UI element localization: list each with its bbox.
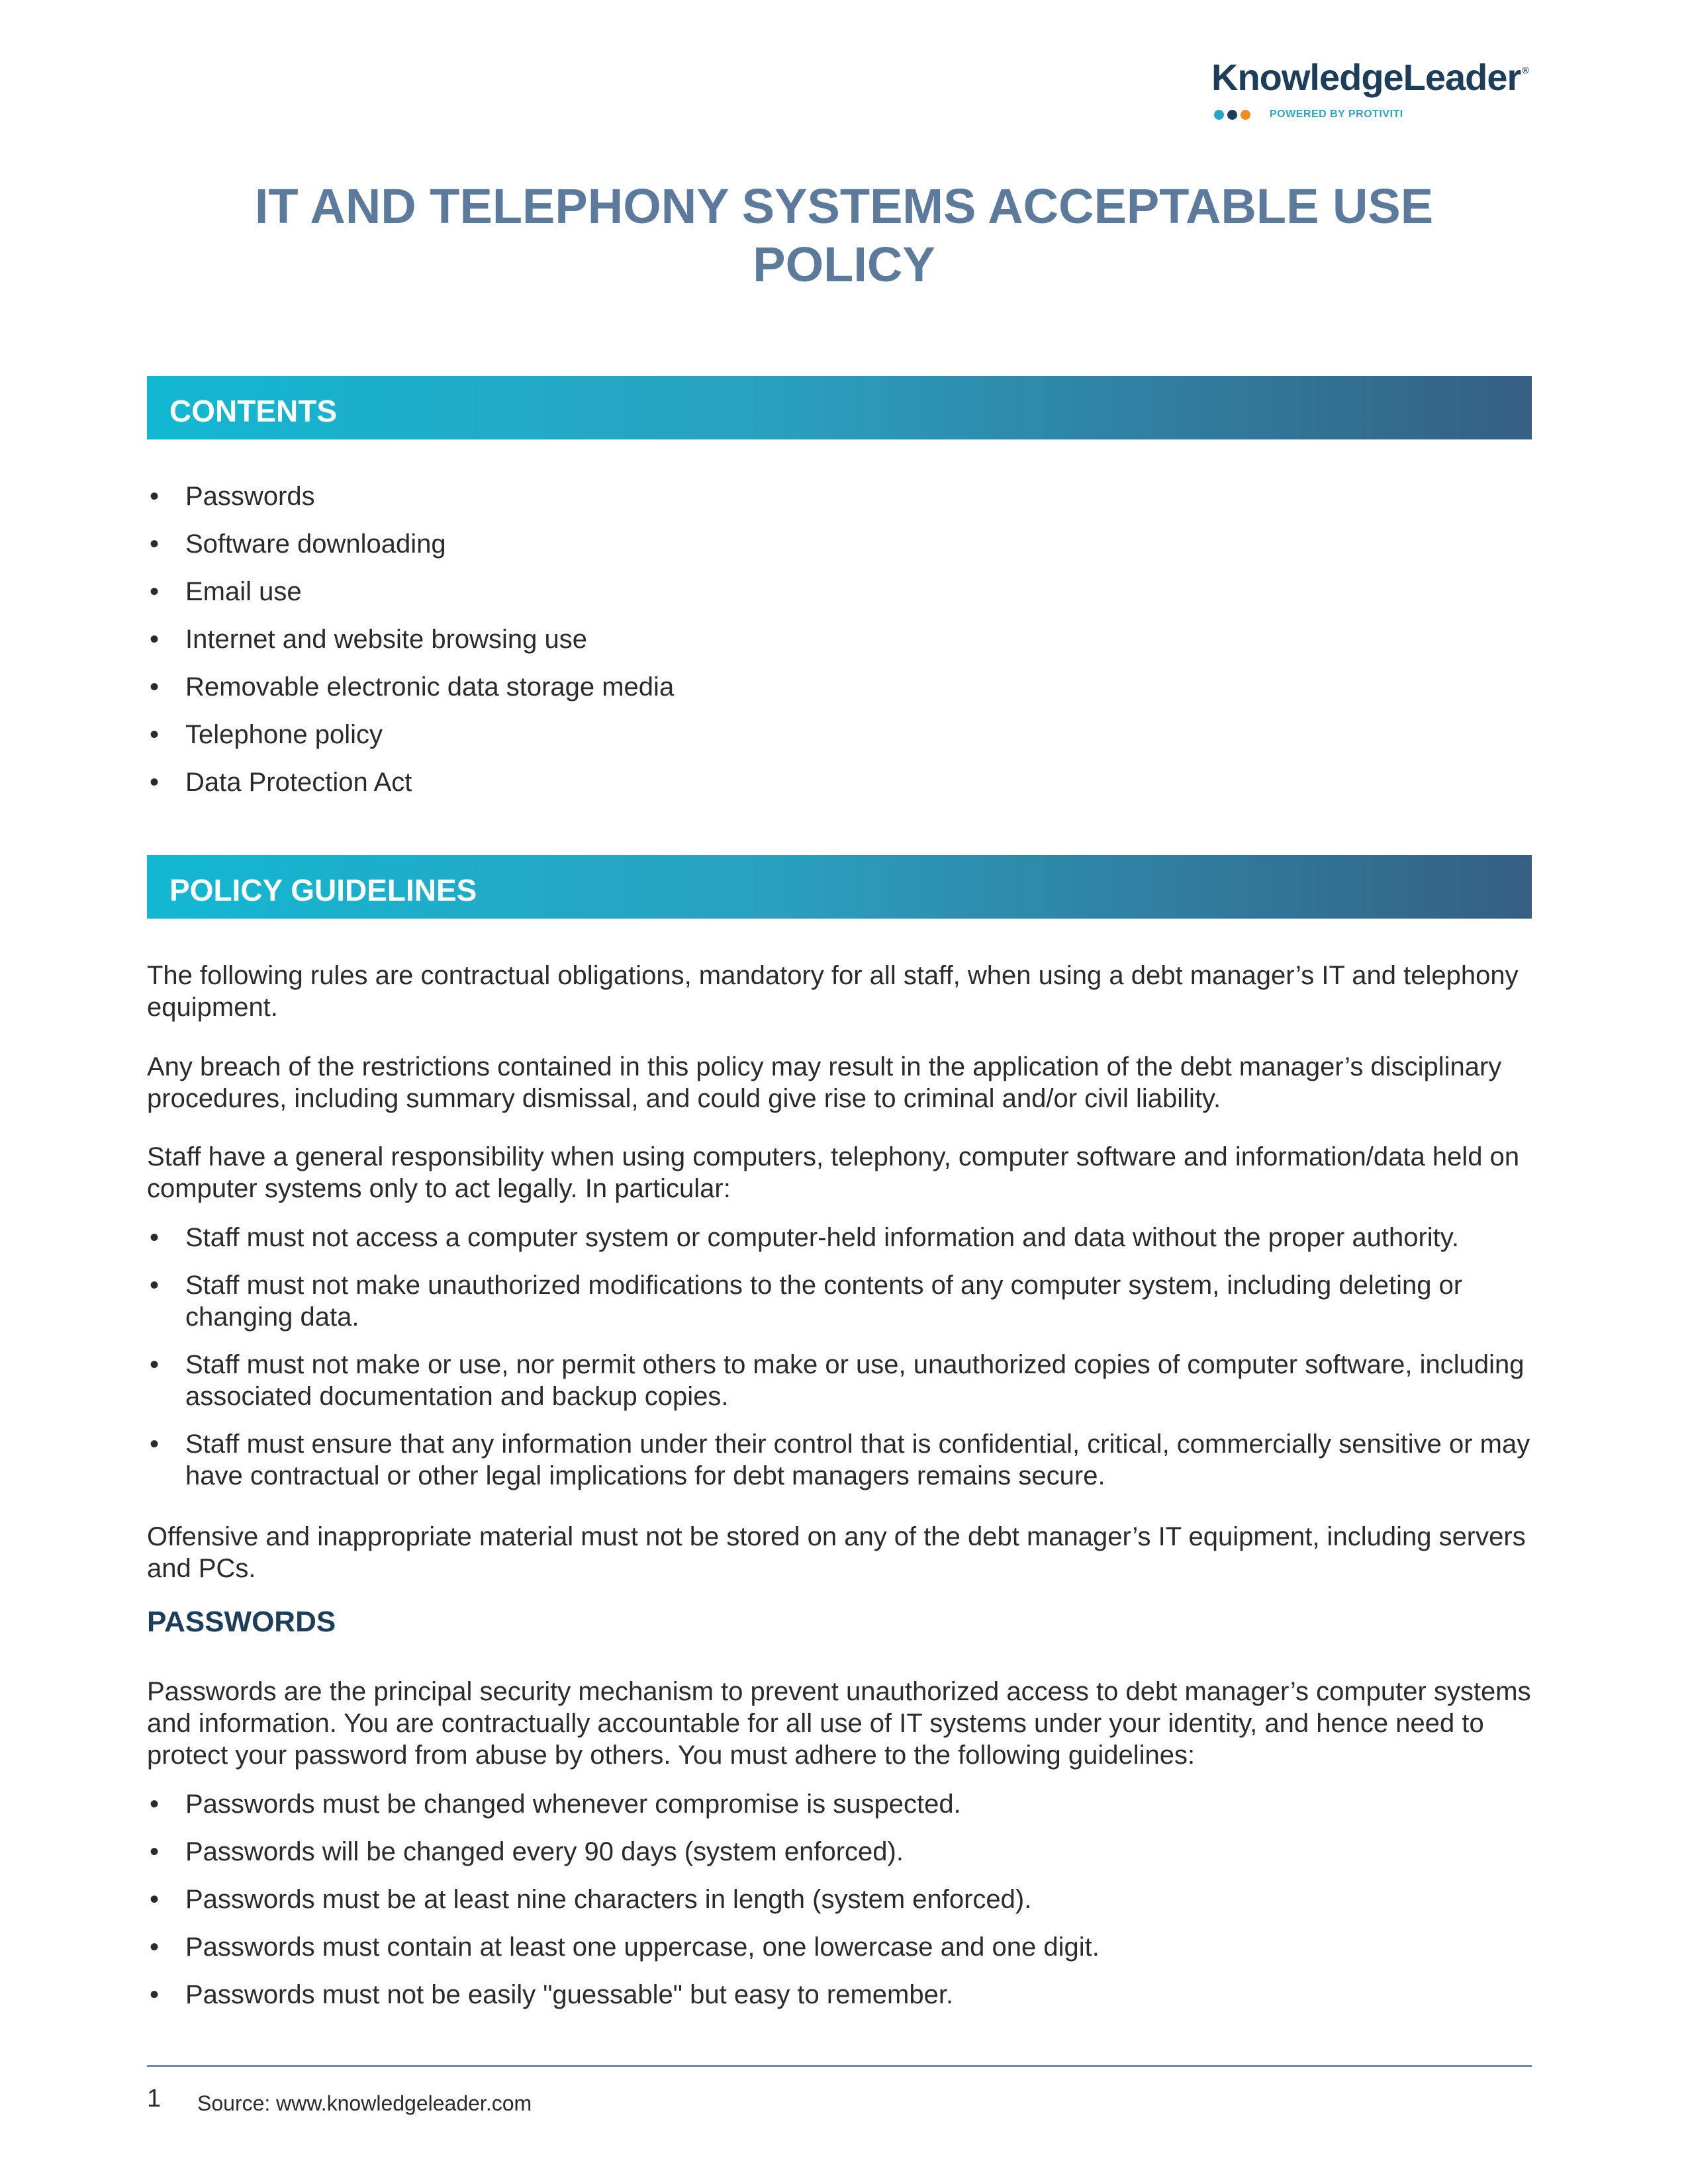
logo-tagline: POWERED BY PROTIVITI bbox=[1270, 109, 1403, 120]
bullet: • bbox=[150, 1933, 160, 1962]
logo-wordmark-text: KnowledgeLeader bbox=[1211, 56, 1521, 98]
contents-item-label: Internet and website browsing use bbox=[185, 625, 588, 654]
guidelines-paragraph-2: Any breach of the restrictions contained in this policy may result in the application of the debt manager’s disciplinary procedures, including summary dismissal, and could give rise to criminal and/or civil liability. bbox=[147, 1052, 1502, 1113]
contents-list bbox=[147, 480, 1537, 798]
logo-dot-orange-icon bbox=[1241, 110, 1250, 120]
passwords-paragraph: Passwords are the principal security mechanism to prevent unauthorized access to debt manager’s computer systems and information. You are contractually accountable for all use of IT systems under your identity, and hence need to protect your password from abuse by others. You must adhere to the following guidelines: bbox=[147, 1677, 1531, 1770]
bullet: • bbox=[150, 1430, 160, 1459]
passwords-bullet-item bbox=[147, 1788, 1537, 1820]
passwords-bullet-item bbox=[147, 1836, 1537, 1868]
page-title-line1: IT AND TELEPHONY SYSTEMS ACCEPTABLE USE bbox=[254, 179, 1434, 234]
contents-item-email bbox=[147, 576, 1537, 608]
guidelines-bullet-list bbox=[147, 1222, 1537, 1492]
guidelines-paragraph-3: Staff have a general responsibility when using computers, telephony, computer software and information/data held on computer systems only to act legally. In particular: bbox=[147, 1142, 1520, 1203]
passwords-bullet-item bbox=[147, 1931, 1537, 1963]
passwords-bullet-item bbox=[147, 1884, 1537, 1915]
bullet: • bbox=[150, 1223, 160, 1252]
page-title-line2: POLICY bbox=[753, 237, 935, 292]
guidelines-paragraph-1: The following rules are contractual obligations, mandatory for all staff, when using a debt manager’s IT and telephony equipment. bbox=[147, 961, 1519, 1022]
contents-item-label: Email use bbox=[185, 577, 302, 606]
guidelines-bullet-text: Staff must ensure that any information under their control that is confidential, critical, commercially sensitive or may have contractual or other legal implications for debt managers remains secure. bbox=[185, 1430, 1530, 1490]
contents-item-label: Telephone policy bbox=[185, 720, 383, 749]
logo-wordmark bbox=[1211, 56, 1528, 99]
bullet: • bbox=[150, 672, 160, 702]
knowledgeleader-logo bbox=[1211, 56, 1529, 128]
contents-item-label: Removable electronic data storage media bbox=[185, 672, 675, 702]
contents-item-passwords bbox=[147, 480, 1537, 512]
contents-heading-band bbox=[147, 376, 1532, 439]
passwords-bullet-text: Passwords will be changed every 90 days (system enforced). bbox=[185, 1837, 904, 1866]
contents-item-label: Data Protection Act bbox=[185, 768, 412, 797]
logo-dot-navy-icon bbox=[1227, 110, 1237, 120]
bullet: • bbox=[150, 720, 160, 749]
page-number: 1 bbox=[147, 2085, 162, 2113]
bullet: • bbox=[150, 1350, 160, 1379]
logo-dots-icon bbox=[1214, 109, 1267, 120]
footer-divider bbox=[147, 2065, 1532, 2067]
source-credit: Source: www.knowledgeleader.com bbox=[197, 2091, 532, 2115]
passwords-bullet-text: Passwords must contain at least one uppercase, one lowercase and one digit. bbox=[185, 1933, 1100, 1962]
bullet: • bbox=[150, 1837, 160, 1866]
bullet: • bbox=[150, 1885, 160, 1914]
bullet: • bbox=[150, 625, 160, 654]
contents-item-label: Software downloading bbox=[185, 529, 446, 559]
passwords-bullet-text: Passwords must be at least nine characters in length (system enforced). bbox=[185, 1885, 1032, 1914]
bullet: • bbox=[150, 529, 160, 559]
policy-guidelines-heading-band bbox=[147, 855, 1532, 919]
passwords-bullet-text: Passwords must not be easily "guessable" but easy to remember. bbox=[185, 1980, 954, 2009]
logo-dot-teal-icon bbox=[1214, 110, 1224, 120]
page-title bbox=[152, 177, 1536, 294]
guidelines-bullet-text: Staff must not make unauthorized modifications to the contents of any computer system, including deleting or changing data. bbox=[185, 1271, 1463, 1332]
bullet: • bbox=[150, 1980, 160, 2009]
passwords-bullet-list bbox=[147, 1788, 1537, 2011]
contents-item-internet bbox=[147, 623, 1537, 655]
contents-item-software bbox=[147, 528, 1537, 560]
guidelines-paragraph-4: Offensive and inappropriate material must not be stored on any of the debt manager’s IT equipment, including servers and PCs. bbox=[147, 1522, 1526, 1583]
bullet: • bbox=[150, 768, 160, 797]
bullet: • bbox=[150, 577, 160, 606]
bullet: • bbox=[150, 482, 160, 511]
logo-registered-mark: ® bbox=[1522, 65, 1528, 75]
contents-item-data-protection bbox=[147, 766, 1537, 798]
contents-item-removable-media bbox=[147, 671, 1537, 703]
bullet: • bbox=[150, 1271, 160, 1300]
passwords-heading: PASSWORDS bbox=[147, 1606, 336, 1638]
guidelines-bullet-text: Staff must not access a computer system or computer-held information and data without the proper authority. bbox=[185, 1223, 1459, 1252]
guidelines-bullet-item bbox=[147, 1349, 1537, 1412]
guidelines-bullet-item bbox=[147, 1222, 1537, 1253]
policy-guidelines-heading: POLICY GUIDELINES bbox=[169, 873, 477, 907]
contents-item-label: Passwords bbox=[185, 482, 315, 511]
guidelines-bullet-text: Staff must not make or use, nor permit others to make or use, unauthorized copies of computer software, including associated documentation and backup copies. bbox=[185, 1350, 1524, 1411]
contents-heading: CONTENTS bbox=[169, 394, 337, 428]
guidelines-bullet-item bbox=[147, 1428, 1537, 1492]
guidelines-bullet-item bbox=[147, 1269, 1537, 1333]
passwords-bullet-item bbox=[147, 1979, 1537, 2011]
passwords-bullet-text: Passwords must be changed whenever compromise is suspected. bbox=[185, 1790, 961, 1819]
bullet: • bbox=[150, 1790, 160, 1819]
contents-item-telephone bbox=[147, 719, 1537, 751]
